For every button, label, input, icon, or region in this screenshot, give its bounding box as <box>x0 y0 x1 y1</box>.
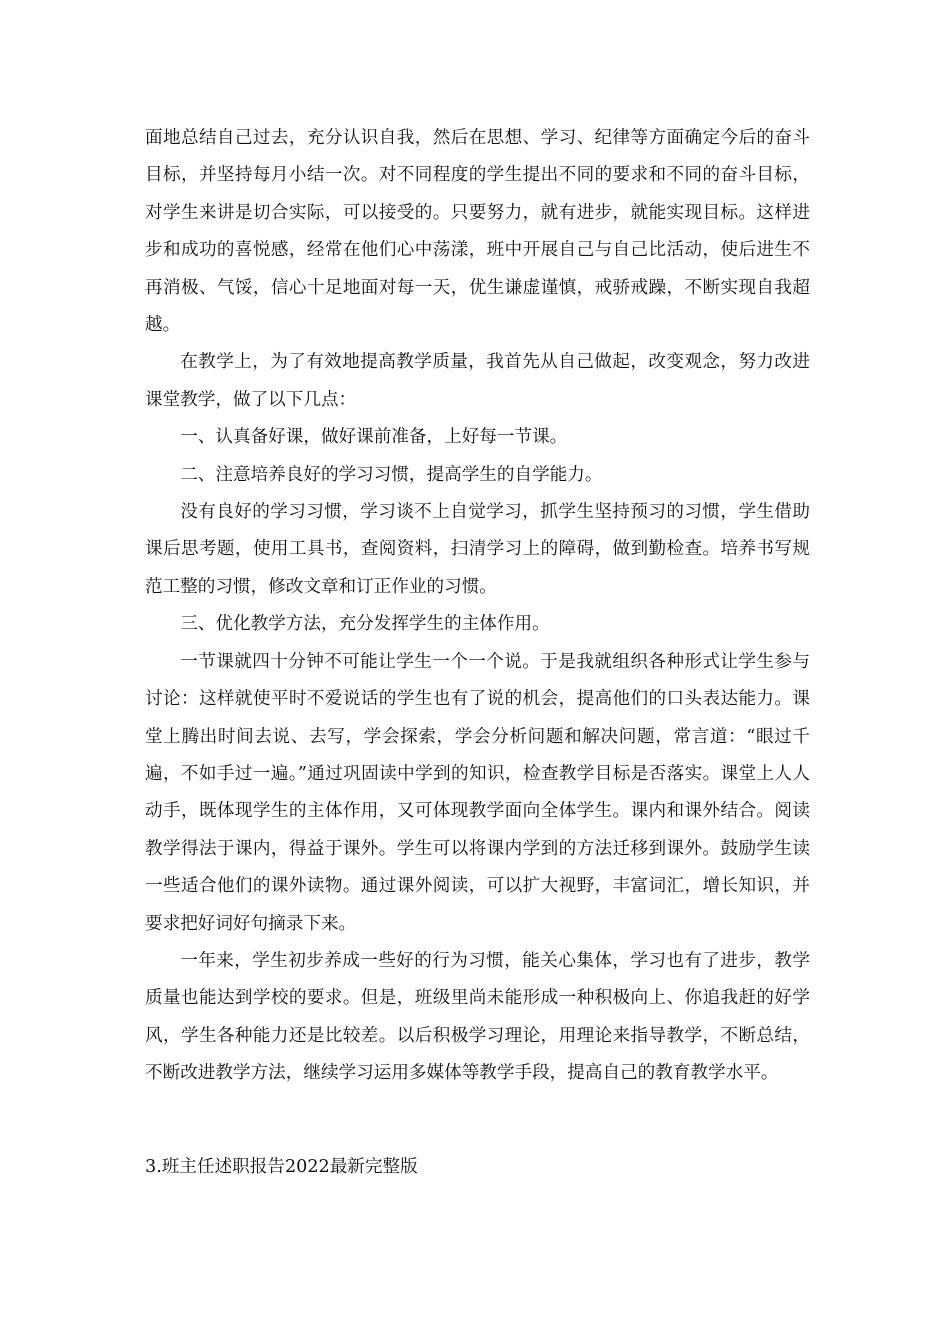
paragraph-5: 没有良好的学习习惯，学习谈不上自觉学习，抓学生坚持预习的习惯，学生借助课后思考题，使用工具书，查阅资料，扫清学习上的障碍，做到勤检查。培养书写规范工整的习惯，修改文章和订正作业的习惯。 <box>145 502 810 597</box>
paragraph-3: 一、认真备好课，做好课前准备，上好每一节课。 <box>180 427 568 448</box>
document-body <box>145 120 810 1093</box>
paragraph-1: 面地总结自己过去，充分认识自我，然后在思想、学习、纪律等方面确定今后的奋斗目标，并坚持每月小结一次。对不同程度的学生提出不同的要求和不同的奋斗目标，对学生来讲是切合实际，可以接受的。只要努力，就有进步，就能实现目标。这样进步和成功的喜悦感，经常在他们心中荡漾，班中开展自己与自己比活动，使后进生不再消极、气馁，信心十足地面对每一天，优生谦虚谨慎，戒骄戒躁，不断实现自我超越。 <box>145 128 810 336</box>
paragraph-7: 一节课就四十分钟不可能让学生一个一个说。于是我就组织各种形式让学生参与讨论：这样就使平时不爱说话的学生也有了说的机会，提高他们的口头表达能力。课堂上腾出时间去说、去写，学会探索，学会分析问题和解决问题，常言道：“眼过千遍，不如手过一遍。”通过巩固读中学到的知识，检查教学目标是否落实。课堂上人人动手，既体现学生的主体作用，又可体现教学面向全体学生。课内和课外结合。阅读教学得法于课内，得益于课外。学生可以将课内学到的方法迁移到课外。鼓励学生读一些适合他们的课外读物。通过课外阅读，可以扩大视野，丰富词汇，增长知识，并要求把好词好句摘录下来。 <box>145 651 810 934</box>
paragraph-8: 一年来，学生初步养成一些好的行为习惯，能关心集体，学习也有了进步，教学质量也能达到学校的要求。但是，班级里尚未能形成一种积极向上、你追我赶的好学风，学生各种能力还是比较差。以后积极学习理论，用理论来指导教学，不断总结，不断改进教学方法，继续学习运用多媒体等教学手段，提高自己的教育教学水平。 <box>145 950 810 1084</box>
paragraph-4: 二、注意培养良好的学习习惯，提高学生的自学能力。 <box>180 464 603 485</box>
paragraph-6: 三、优化教学方法，充分发挥学生的主体作用。 <box>180 614 550 635</box>
paragraph-2: 在教学上，为了有效地提高教学质量，我首先从自己做起，改变观念，努力改进课堂教学，做了以下几点： <box>145 352 810 410</box>
section-heading: 3.班主任述职报告2022最新完整版 <box>145 1157 418 1177</box>
